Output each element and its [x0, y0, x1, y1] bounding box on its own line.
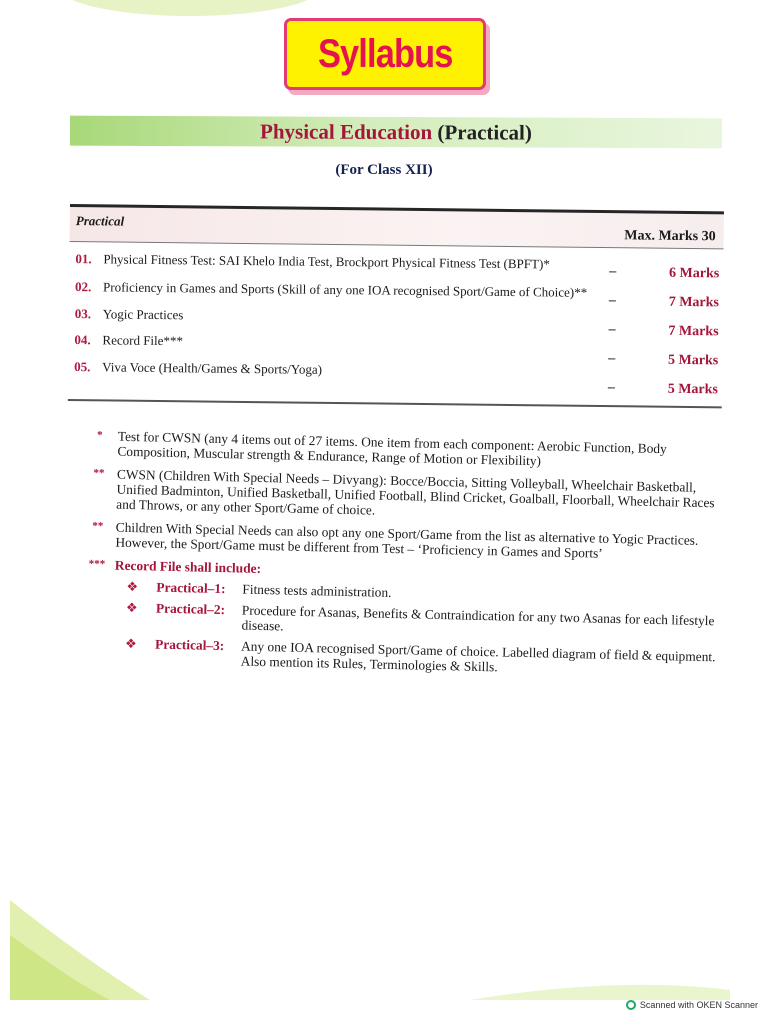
footnote-text: Children With Special Needs can also opt any one Sport/Game from the list as alternative to Yogic Practices. However, the Sport/Game must be different from Test – ‘Proficiency in Games and Sports’ [115, 519, 699, 561]
practical-label: Practical–1: [156, 579, 226, 597]
record-file-items [113, 579, 725, 680]
row-text: Record File*** [102, 332, 184, 349]
marks-dash: – [609, 264, 617, 280]
marks-value: 6 Marks [668, 265, 720, 282]
class-line: (For Class XII) [335, 162, 433, 178]
diamond-bullet-icon: ❖ [124, 635, 137, 652]
row-number: 02. [74, 279, 92, 295]
practical-text: Fitness tests administration. [242, 581, 392, 600]
marks-value: 7 Marks [668, 323, 719, 340]
top-decorative-swoosh [60, 0, 320, 16]
record-file-note [83, 557, 725, 679]
row-text: Proficiency in Games and Sports (Skill of any one IOA recognised Sport/Game of Choice)** [102, 279, 588, 300]
footnote-marker: ** [92, 520, 104, 533]
footnote-text: Test for CWSN (any 4 items out of 27 items. One item from each component: Aerobic Function, Body Composition, Muscular strength & Endurance, Range of Motion or Flexibility) [117, 428, 667, 469]
marks-dash: – [607, 380, 616, 396]
marks-entry [608, 351, 718, 374]
table-header-max-marks: Max. Marks 30 [624, 228, 716, 245]
scanner-logo-icon [626, 1000, 636, 1010]
row-number: 04. [74, 332, 91, 348]
marks-dash: – [608, 322, 616, 338]
marks-entry [609, 264, 719, 287]
marks-dash: – [608, 293, 617, 309]
record-file-item [113, 636, 724, 680]
row-number: 05. [74, 359, 91, 375]
row-number: 01. [75, 251, 92, 267]
marks-value: 5 Marks [667, 381, 719, 398]
subject-main: Physical Education [260, 118, 433, 144]
diamond-bullet-icon: ❖ [126, 578, 139, 595]
practical-label: Practical–2: [155, 600, 226, 618]
table-header [70, 204, 724, 249]
marks-value: 5 Marks [668, 352, 719, 369]
subject-band [70, 116, 722, 149]
footnote [87, 428, 728, 473]
scanner-text: Scanned with OKEN Scanner [639, 1000, 758, 1010]
footnote-marker: *** [88, 558, 106, 571]
marks-value: 7 Marks [668, 294, 720, 311]
row-text: Physical Fitness Test: SAI Khelo India Test, Brockport Physical Fitness Test (BPFT)* [103, 251, 550, 272]
scanner-watermark [626, 1000, 758, 1010]
table-header-practical: Practical [75, 213, 125, 229]
footnote-marker: ** [93, 467, 105, 480]
marks-entry [608, 380, 718, 403]
practical-marks-table [68, 204, 724, 409]
syllabus-title-badge [284, 18, 486, 90]
marks-entry [609, 293, 719, 316]
footnote [85, 519, 726, 564]
footnote [86, 466, 727, 526]
marks-entry [608, 322, 718, 345]
record-file-title: Record File shall include: [114, 557, 262, 576]
subject-suffix: (Practical) [437, 119, 532, 145]
footnotes [82, 428, 727, 687]
practical-text: Procedure for Asanas, Benefits & Contraindication for any two Asanas for each lifestyle disease. [241, 602, 715, 634]
row-text: Viva Voce (Health/Games & Sports/Yoga) [102, 359, 323, 377]
practical-label: Practical–3: [154, 636, 225, 654]
footnote-marker: * [96, 429, 103, 442]
marks-dash: – [608, 351, 616, 367]
diamond-bullet-icon: ❖ [125, 599, 138, 616]
subject-title [260, 119, 532, 145]
footnote-text: CWSN (Children With Special Needs – Divyang): Bocce/Boccia, Sitting Volleyball, Wheelchair Basketball, Unified Badminton, Unified Basketball, Unified Football, Blind Cricket, Goalball, Floorball, Wheelchair Races and Throws, or any other Sport/Game of choice. [116, 466, 715, 518]
row-number: 03. [74, 306, 92, 322]
practical-text: Any one IOA recognised Sport/Game of choice. Labelled diagram of field & equipment. Also mention its Rules, Terminologies & Skills. [240, 638, 716, 675]
row-text: Yogic Practices [102, 306, 184, 323]
page-title: Syllabus [317, 31, 453, 76]
